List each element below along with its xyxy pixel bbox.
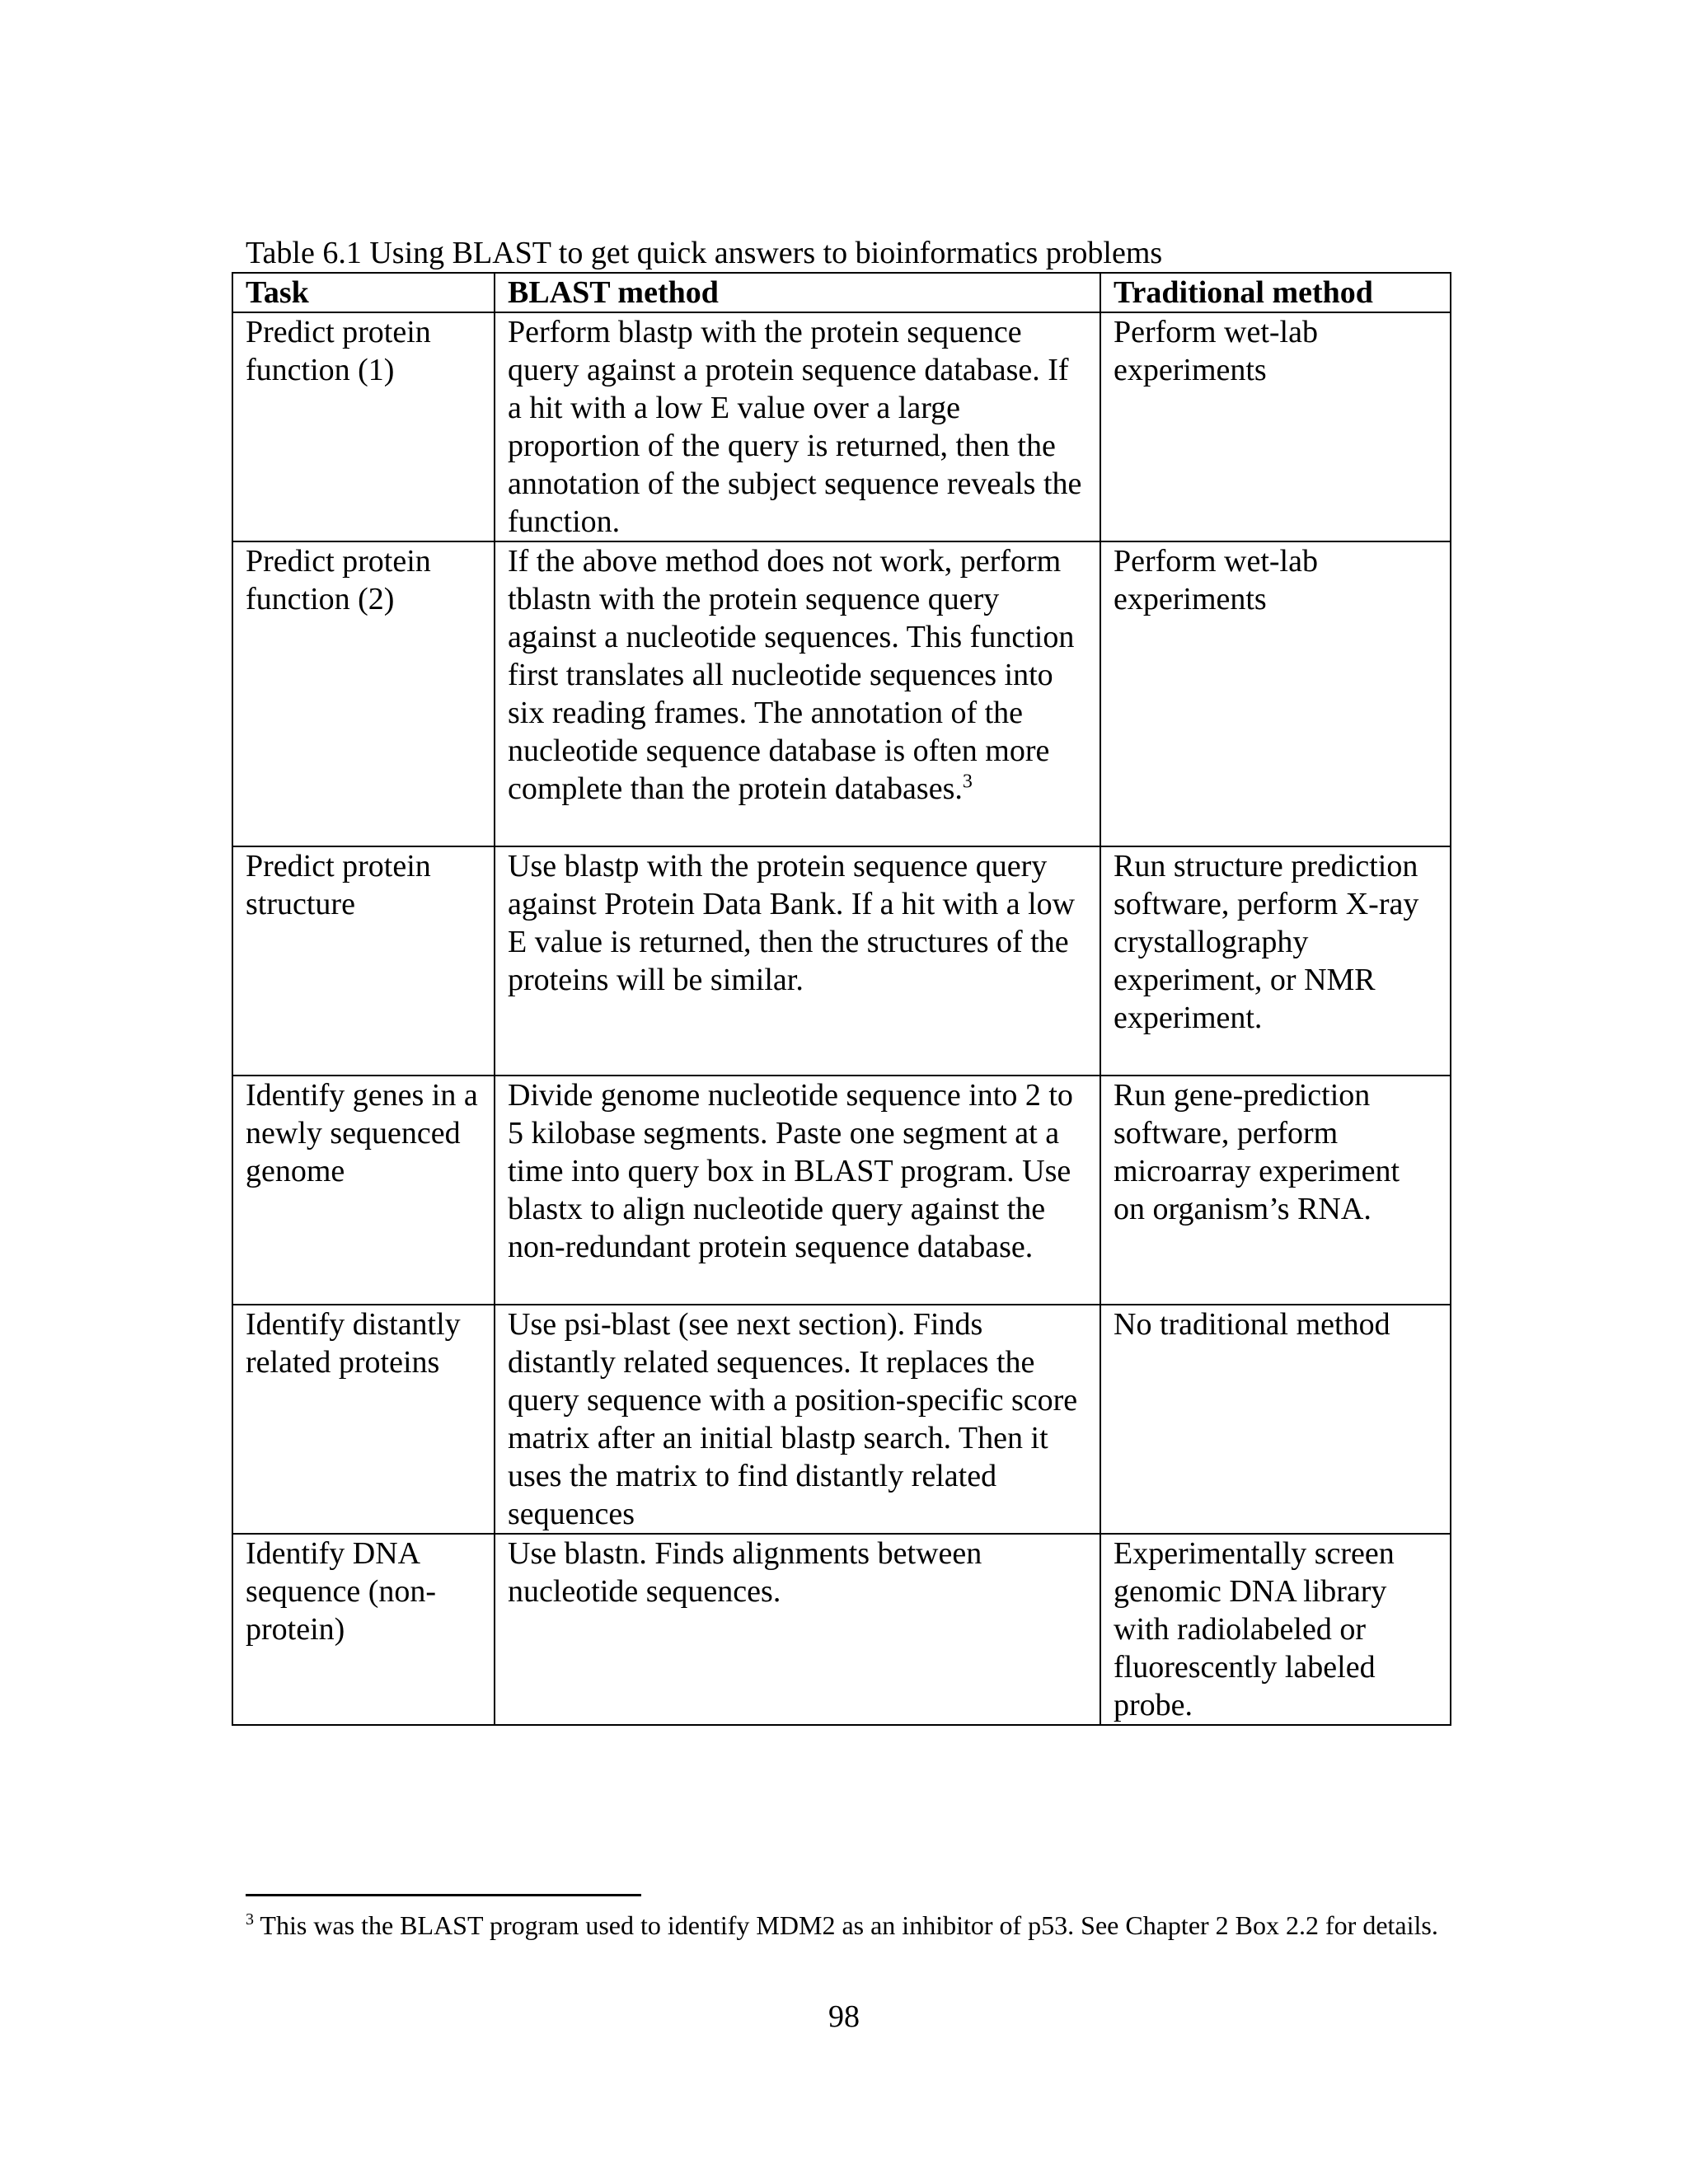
header-task: Task (232, 273, 495, 312)
traditional-method-cell: Perform wet-lab experiments (1100, 541, 1451, 846)
task-cell: Identify genes in a newly sequenced genome (232, 1076, 495, 1305)
page-number: 98 (828, 1999, 860, 2034)
footnote-divider (246, 1894, 641, 1896)
footnote-reference: 3 (962, 771, 973, 793)
task-cell: Predict protein function (2) (232, 541, 495, 846)
table-caption: Table 6.1 Using BLAST to get quick answers to bioinformatics problems (246, 236, 1163, 270)
blast-method-cell: Divide genome nucleotide sequence into 2 to 5 kilobase segments. Paste one segment at a time into query box in BLAST program. Use blastx to align nucleotide query against the non-redundant protein sequence database. (495, 1076, 1100, 1305)
header-blast-method: BLAST method (495, 273, 1100, 312)
traditional-method-cell: Experimentally screen genomic DNA library with radiolabeled or fluorescently labeled probe. (1100, 1534, 1451, 1725)
blast-method-text: If the above method does not work, perform tblastn with the protein sequence query against a nucleotide sequences. This function first translates all nucleotide sequences into six reading frames. The annotation of the nucleotide sequence database is often more complete than the protein databases. (508, 544, 1075, 806)
footnote-text: This was the BLAST program used to identify MDM2 as an inhibitor of p53. See Chapter 2 Box 2.2 for details. (260, 1910, 1438, 1940)
footnote-marker: 3 (246, 1910, 254, 1929)
traditional-method-cell: Perform wet-lab experiments (1100, 312, 1451, 541)
table-header-row (232, 273, 1451, 312)
footnote (246, 1909, 1449, 1942)
table-row (232, 846, 1451, 1076)
traditional-method-cell: Run gene-prediction software, perform microarray experiment on organism’s RNA. (1100, 1076, 1451, 1305)
traditional-method-cell: No traditional method (1100, 1305, 1451, 1534)
blast-method-cell: Use blastn. Finds alignments between nucleotide sequences. (495, 1534, 1100, 1725)
blast-method-cell: Perform blastp with the protein sequence query against a protein sequence database. If a hit with a low E value over a large proportion of the query is returned, then the annotation of the subject sequence reveals the function. (495, 312, 1100, 541)
blast-method-cell (495, 541, 1100, 846)
task-cell: Predict protein function (1) (232, 312, 495, 541)
blast-method-cell: Use psi-blast (see next section). Finds distantly related sequences. It replaces the query sequence with a position-specific score matrix after an initial blastp search. Then it uses the matrix to find distantly related sequences (495, 1305, 1100, 1534)
task-cell: Predict protein structure (232, 846, 495, 1076)
table-row (232, 1076, 1451, 1305)
table-row (232, 312, 1451, 541)
table-row (232, 541, 1451, 846)
header-traditional-method: Traditional method (1100, 273, 1451, 312)
table-row (232, 1534, 1451, 1725)
task-cell: Identify DNA sequence (non-protein) (232, 1534, 495, 1725)
table-row (232, 1305, 1451, 1534)
blast-table (232, 272, 1451, 1726)
task-cell: Identify distantly related proteins (232, 1305, 495, 1534)
traditional-method-cell: Run structure prediction software, perform X-ray crystallography experiment, or NMR experiment. (1100, 846, 1451, 1076)
blast-method-cell: Use blastp with the protein sequence query against Protein Data Bank. If a hit with a low E value is returned, then the structures of the proteins will be similar. (495, 846, 1100, 1076)
